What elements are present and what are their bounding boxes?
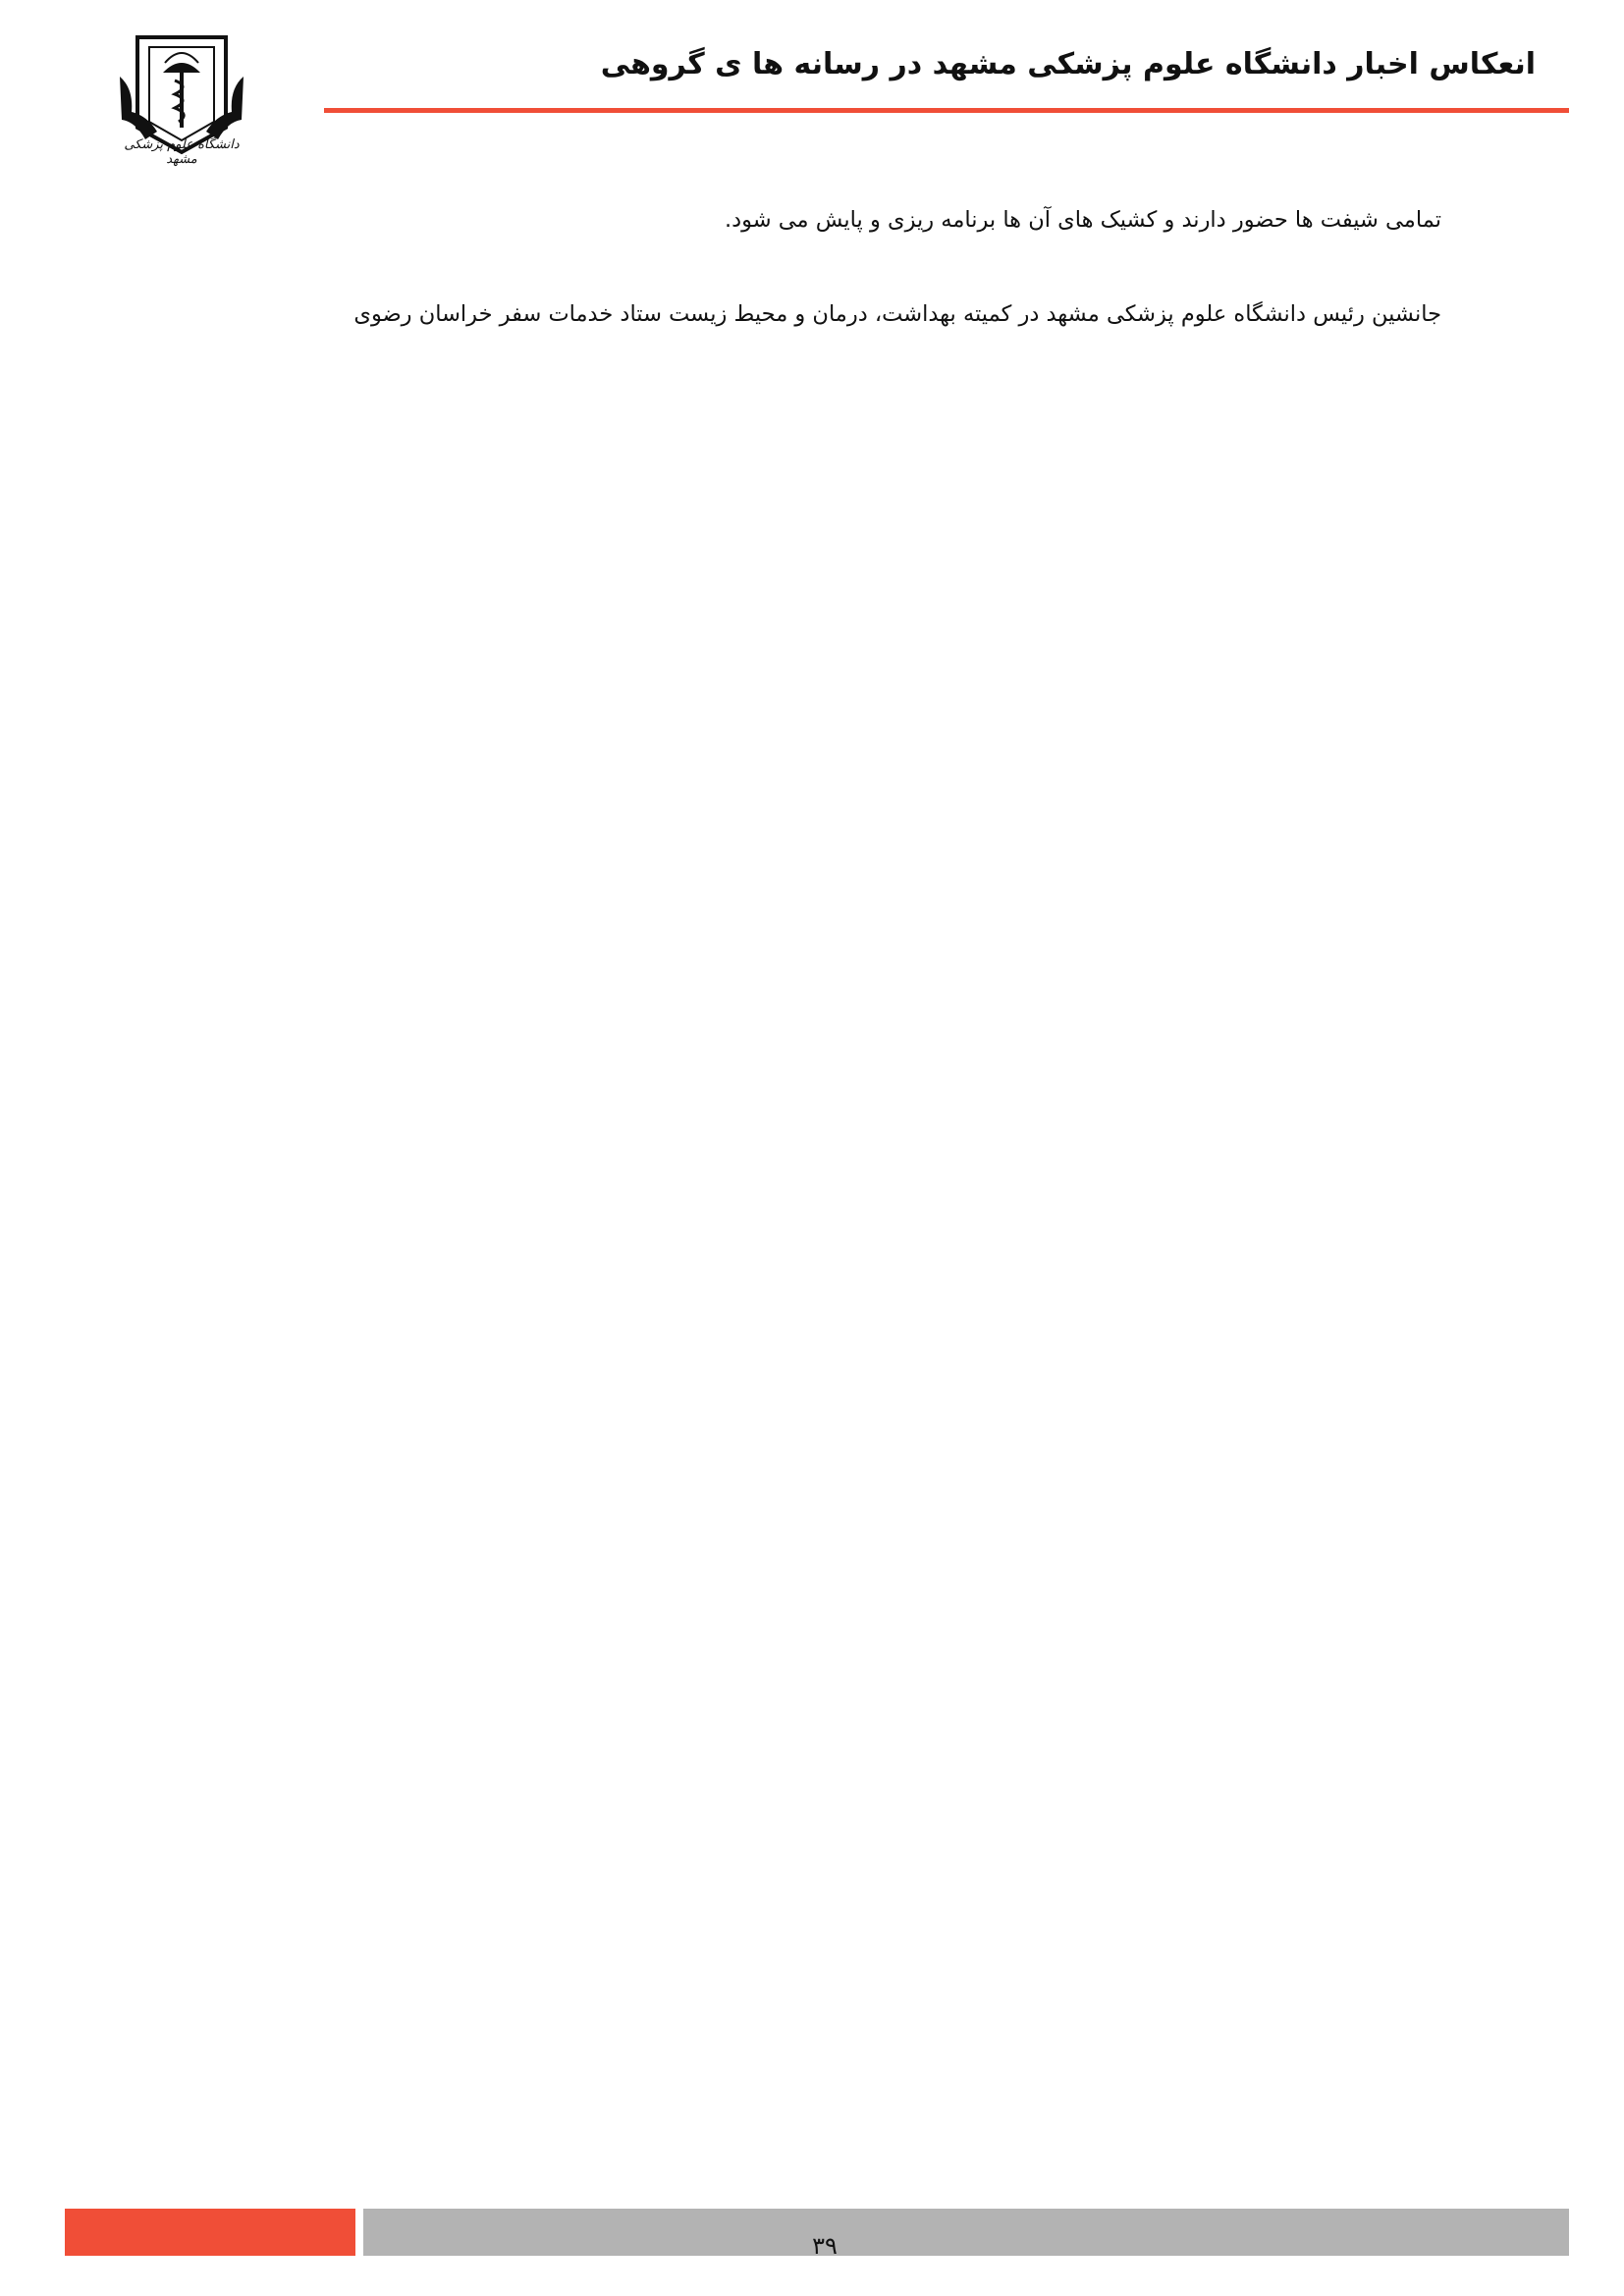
document-title: انعکاس اخبار دانشگاه علوم پزشکی مشهد در رسانه ها ی گروهی [600,47,1536,81]
footer-gray-bar [363,2209,1569,2256]
article-body [185,196,1441,385]
logo-caption: دانشگاه علوم پزشکی مشهد [124,137,240,167]
body-line: جانشین رئیس دانشگاه علوم پزشکی مشهد در کمیته بهداشت، درمان و محیط زیست ستاد خدمات سفر خراسان رضوی [353,301,1441,327]
body-line: تمامی شیفت ها حضور دارند و کشیک های آن ها برنامه ریزی و پایش می شود. [724,207,1441,233]
header-divider [324,108,1569,113]
footer-accent-bar [65,2209,355,2256]
page-number: ۳۹ [812,2232,838,2260]
